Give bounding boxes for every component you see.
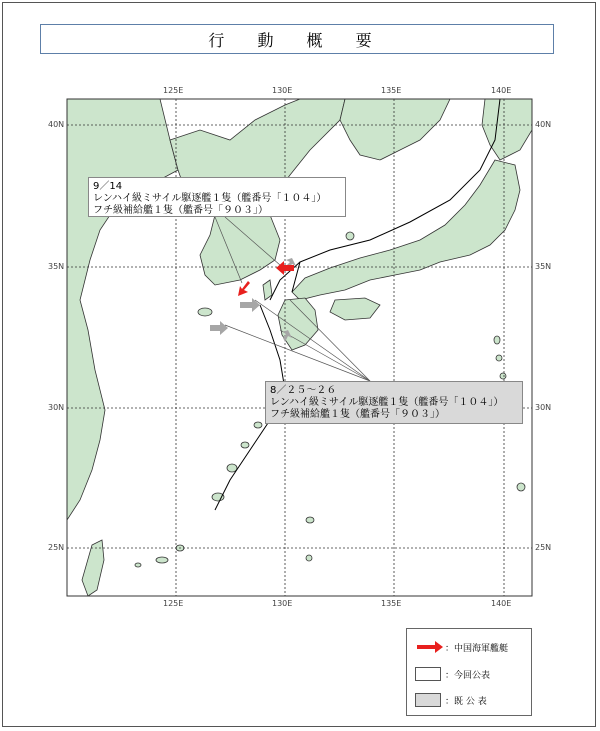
lat-tick-label: 30N — [535, 403, 552, 412]
past-note-line1: レンハイ級ミサイル駆逐艦１隻（艦番号「１０４」） — [270, 397, 504, 408]
red-arrow-icon — [415, 640, 445, 654]
white-swatch-icon — [415, 667, 441, 681]
legend-current-label: ：今回公表 — [445, 670, 491, 681]
lon-tick-label: 140E — [491, 599, 512, 608]
current-activity-note — [88, 177, 346, 217]
legend-row-current — [415, 665, 490, 683]
lat-tick-label: 25N — [535, 543, 552, 552]
lat-tick-label: 35N — [48, 262, 65, 271]
lon-tick-label: 135E — [381, 86, 402, 95]
legend-row-vessel — [415, 638, 508, 656]
lon-tick-label: 125E — [163, 599, 184, 608]
legend-past-label: ：既 公 表 — [445, 696, 487, 707]
lon-tick-label: 140E — [491, 86, 512, 95]
lat-tick-label: 40N — [48, 120, 65, 129]
lon-tick-label: 135E — [381, 599, 402, 608]
current-note-line1: レンハイ級ミサイル駆逐艦１隻（艦番号「１０４」） — [93, 193, 327, 204]
current-note-date: 9／14 — [93, 181, 123, 192]
grey-swatch-icon — [415, 693, 441, 707]
legend-vessel-label: ：中国海軍艦艇 — [445, 643, 509, 654]
lon-tick-label: 130E — [272, 599, 293, 608]
current-note-line2: フチ級補給艦１隻（艦番号「９０３」） — [93, 205, 268, 216]
lat-tick-label: 25N — [48, 543, 65, 552]
lat-tick-label: 30N — [48, 403, 65, 412]
map-legend — [406, 628, 532, 716]
lat-tick-label: 40N — [535, 120, 552, 129]
lon-tick-label: 130E — [272, 86, 293, 95]
past-note-line2: フチ級補給艦１隻（艦番号「９０３」） — [270, 409, 445, 420]
lat-tick-label: 35N — [535, 262, 552, 271]
legend-row-past — [415, 691, 487, 709]
page-title: 行 動 概 要 — [40, 24, 554, 54]
past-activity-note — [265, 381, 523, 424]
lon-tick-label: 125E — [163, 86, 184, 95]
past-note-date: 8／２５～２６ — [270, 385, 337, 396]
jeju-land — [198, 308, 212, 316]
